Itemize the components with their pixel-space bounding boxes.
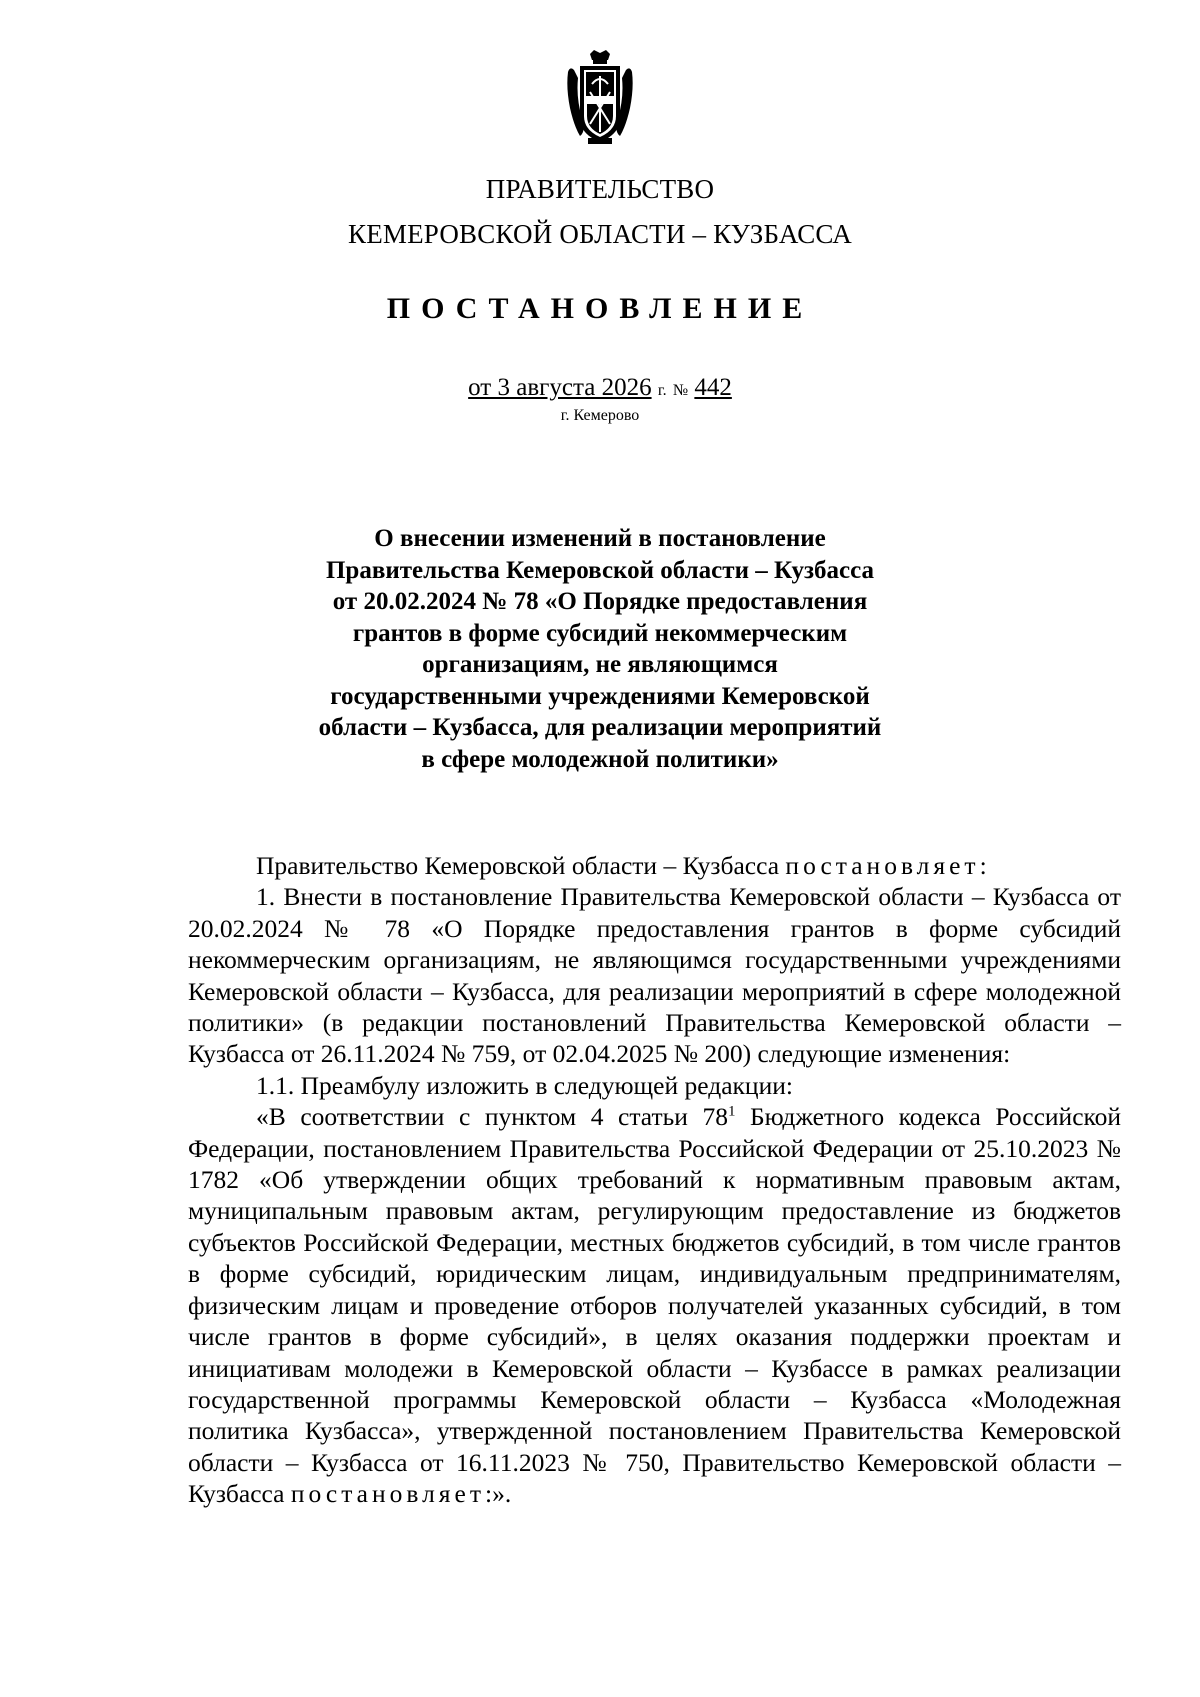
spaced-keyword: постановляет bbox=[290, 1479, 485, 1509]
document-subject bbox=[300, 523, 900, 775]
document-number: 442 bbox=[694, 374, 732, 401]
document-date-number bbox=[0, 374, 1200, 402]
government-name-line-1: ПРАВИТЕЛЬСТВО bbox=[485, 174, 715, 204]
government-name-line-2: КЕМЕРОВСКОЙ ОБЛАСТИ – КУЗБАССА bbox=[348, 219, 852, 249]
subject-line: О внесении изменений в постановление bbox=[374, 525, 826, 552]
subject-line: Правительства Кемеровской области – Кузбасса bbox=[325, 556, 875, 584]
subject-line: от 20.02.2024 № 78 «О Порядке предоставления bbox=[332, 588, 868, 615]
document-body bbox=[188, 850, 1121, 1510]
subject-line: организациям, не являющимся bbox=[422, 651, 778, 678]
spaced-keyword: постановляет bbox=[785, 851, 980, 880]
document-type-title: ПОСТАНОВЛЕНИЕ bbox=[386, 292, 814, 325]
body-paragraph-preamble: «В соответствии с пунктом 4 статьи $78^1$ Бюджетного кодекса Российской Федерации, постановлением Правительства Российской Федерации от 25.10.2023 № 1782 «Об утверждении общих требований к нормативным правовым актам, муниципальным правовым актам, регулирующим предоставление из бюджетов субъектов Российской Федерации, местных бюджетов субсидий, в том числе грантов в форме субсидий, юридическим лицам, индивидуальным предпринимателям, физическим лицам и проведение отборов получателей указанных субсидий, в том числе грантов в форме субсидий», в целях оказания поддержки проектам и инициативам молодежи в Кемеровской области – Кузбассе в рамках реализации государственной программы Кемеровской области – Кузбасса «Молодежная политика Кузбасса», утвержденной постановлением Правительства Кемеровской области – Кузбасса от 16.11.2023 № 750, Правительство Кемеровской области – Кузбасса постановляет:». bbox=[188, 1102, 1121, 1509]
number-sign: № bbox=[672, 382, 689, 399]
subject-line: грантов в форме субсидий некоммерческим bbox=[352, 619, 848, 647]
document-city: г. Кемерово bbox=[560, 407, 640, 424]
subject-line: области – Кузбасса, для реализации мероприятий bbox=[318, 714, 882, 741]
superscript: 1 bbox=[727, 1103, 736, 1120]
subject-line: государственными учреждениями Кемеровской bbox=[330, 682, 870, 710]
subject-line: в сфере молодежной политики» bbox=[421, 745, 779, 773]
body-paragraph-1: 1. Внести в постановление Правительства Кемеровской области – Кузбасса от 20.02.2024 № 78 «О Порядке предоставления грантов в форме субсидий некоммерческим организациям, не являющимся государственными учреждениями Кемеровской области – Кузбасса, для реализации мероприятий в сфере молодежной политики» (в редакции постановлений Правительства Кемеровской области – Кузбасса от 26.11.2024 № 759, от 02.04.2025 № 200) следующие изменения: bbox=[188, 882, 1121, 1069]
year-suffix: г. bbox=[657, 382, 667, 399]
body-intro-paragraph: Правительство Кемеровской области – Кузбасса постановляет: bbox=[256, 851, 987, 880]
body-paragraph-1-1: 1.1. Преамбулу изложить в следующей редакции: bbox=[256, 1070, 793, 1100]
kemerovo-coat-of-arms-icon bbox=[560, 48, 640, 148]
document-date: от 3 августа 2026 bbox=[468, 374, 652, 401]
